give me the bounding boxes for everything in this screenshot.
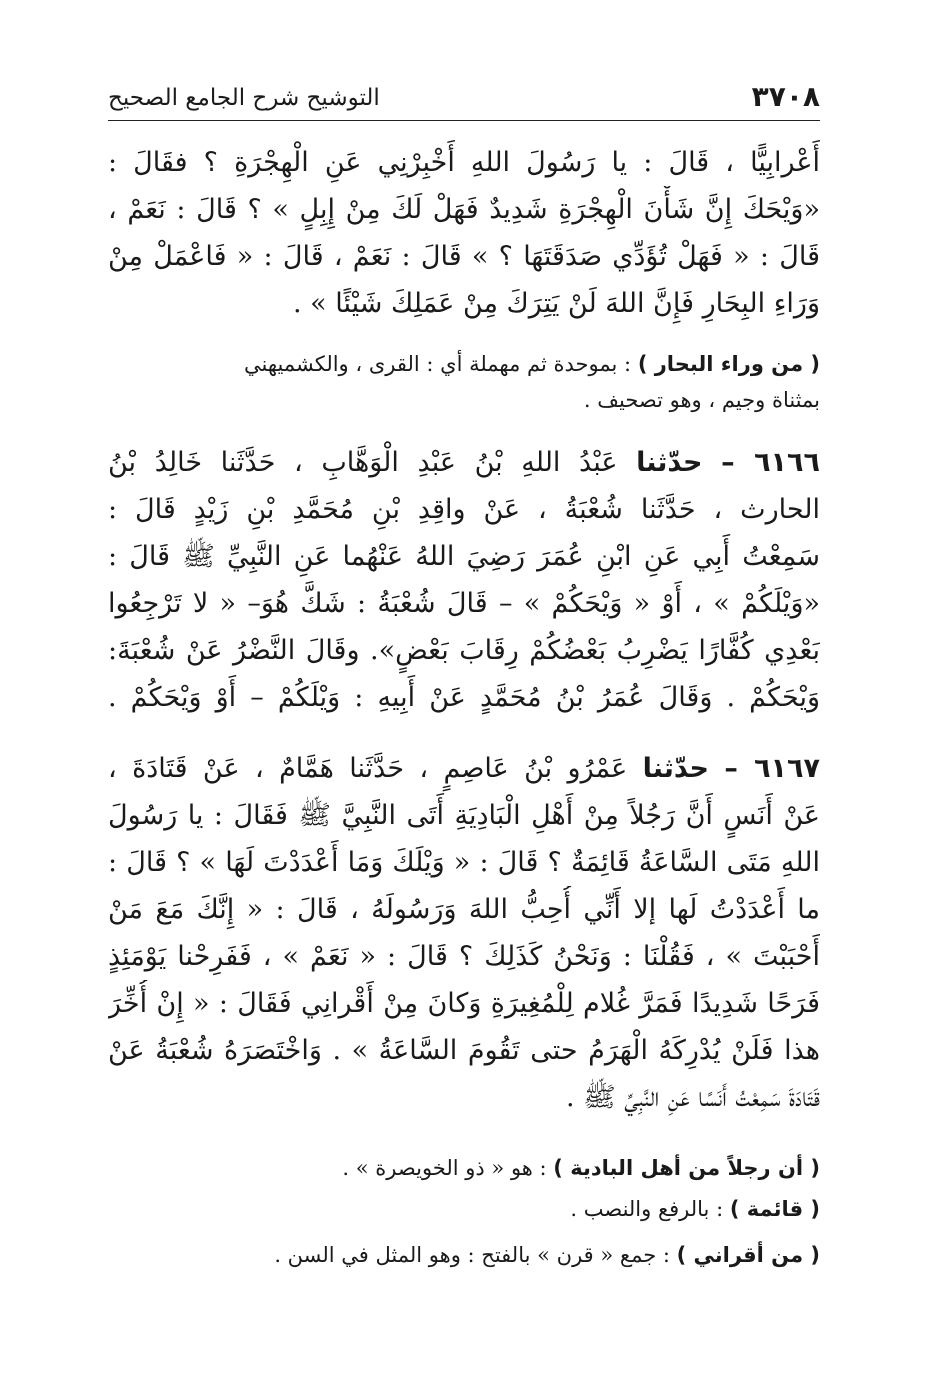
hadith-first-line	[108, 745, 820, 792]
note-text: : بموحدة ثم مهملة أي : القرى ، والكشميهني	[244, 352, 638, 376]
text-line: فَرَحًا شَدِيدًا فَمَرَّ غُلام لِلْمُغِيرَةِ وَكانَ مِنْ أَقْرانِي فَقَالَ : « إِنْ أُخِّرَ	[108, 988, 820, 1019]
text-line: عَنْ أَنَسٍ أَنَّ رَجُلاً مِنْ أَهْلِ الْبَادِيَةِ أَتَى النَّبِيَّ ﷺ فَقَالَ : يا رَسُولَ	[108, 800, 820, 831]
text-line: ما أَعْدَدْتُ لَها إلا أَنِّي أُحِبُّ اللهَ وَرَسُولَهُ ، قَالَ : « إِنَّكَ مَعَ مَنْ	[108, 894, 820, 925]
text-line: «وَيْلَكُمْ » ، أَوْ « وَيْحَكُمْ » – قَالَ شُعْبَةُ : شَكَّ هُوَ– « لا تَرْجِعُوا	[108, 588, 820, 619]
note-line	[108, 1150, 820, 1186]
hadith-number: ٦١٦٧ –	[724, 753, 820, 784]
hadith-opener: حدّثنا	[642, 753, 709, 784]
text-line: هذا فَلَنْ يُدْرِكَهُ الْهَرَمُ حتى تَقُومَ السَّاعَةُ » . وَاخْتَصَرَهُ شُعْبَةُ عَنْ	[108, 1035, 820, 1066]
running-title: التوشيح شرح الجامع الصحيح	[108, 85, 380, 111]
note-text: : بالرفع والنصب .	[570, 1197, 730, 1221]
hadith-number: ٦١٦٦ –	[721, 447, 820, 478]
note-text: : هو « ذو الخويصرة » .	[342, 1156, 554, 1180]
hadith-6166	[108, 439, 820, 721]
note-text: : جمع « قرن » بالفتح : وهو المثل في السن .	[274, 1243, 677, 1267]
hadith-text: عَمْرُو بْنُ عَاصِمٍ ، حَدَّثَنا هَمَّامٌ ، عَنْ قَتَادَةَ ،	[108, 753, 643, 784]
hadith-continuation	[108, 139, 820, 327]
hadith-opener: حدّثنا	[636, 447, 703, 478]
commentary-notes	[108, 1150, 820, 1278]
note-line: بمثناة وجيم ، وهو تصحيف .	[583, 388, 820, 412]
text-line: قَتَادَةَ سَمِعْتُ أَنَسًا عَنِ النَّبِيِّ ﷺ .	[565, 1082, 820, 1113]
note-line	[108, 1186, 820, 1232]
commentary-note	[108, 346, 820, 418]
page-number: ٣٧٠٨	[751, 80, 820, 113]
text-line: الحارث ، حَدَّثَنا شُعْبَةُ ، عَنْ واقِدِ بْنِ مُحَمَّدِ بْنِ زَيْدٍ قَالَ :	[108, 494, 820, 525]
note-line	[108, 346, 820, 382]
text-line: بَعْدِي كُفَّارًا يَضْرِبُ بَعْضُكُمْ رِقَابَ بَعْضٍ». وقَالَ النَّضْرُ عَنْ شُعْبَةَ:	[108, 635, 820, 666]
text-line: وَيْحَكُمْ . وَقَالَ عُمَرُ بْنُ مُحَمَّدٍ عَنْ أَبِيهِ : وَيْلَكُمْ – أَوْ وَيْحَكُمْ .	[108, 682, 820, 713]
note-line	[108, 1232, 820, 1278]
text-line: اللهِ مَتَى السَّاعَةُ قَائِمَةٌ ؟ قَالَ : « وَيْلَكَ وَمَا أَعْدَدْتَ لَهَا » ؟ قَالَ :	[108, 847, 820, 878]
hadith-6167	[108, 745, 820, 1121]
hadith-first-line	[108, 439, 820, 486]
text-line: أَحْبَبْتَ » ، فَقُلْنَا : وَنَحْنُ كَذَلِكَ ؟ قَالَ : « نَعَمْ » ، فَفَرِحْنا يَوْمَئِذٍ	[108, 941, 820, 972]
text-line: «وَيْحَكَ إِنَّ شَأْنَ الْهِجْرَةِ شَدِيدٌ فَهَلْ لَكَ مِنْ إِبِلٍ » ؟ قَالَ : نَعَمْ ،	[108, 194, 820, 225]
page-header	[108, 80, 820, 121]
note-term: ( قائمة )	[729, 1197, 820, 1221]
text-line: أَعْرابِيًّا ، قَالَ : يا رَسُولَ اللهِ أَخْبِرْنِي عَنِ الْهِجْرَةِ ؟ فقَالَ :	[108, 147, 820, 178]
hadith-text: عَبْدُ اللهِ بْنُ عَبْدِ الْوَهَّابِ ، حَدَّثَنا خَالِدُ بْنُ	[108, 447, 637, 478]
note-term: ( من وراء البحار )	[637, 352, 820, 376]
text-line: قَالَ : « فَهَلْ تُؤَدِّي صَدَقَتَهَا ؟ » قَالَ : نَعَمْ ، قَالَ : « فَاعْمَلْ مِنْ	[108, 241, 820, 272]
note-term: ( أن رجلاً من أهل البادية )	[553, 1156, 820, 1180]
text-line: وَرَاءِ البِحَارِ فَإِنَّ اللهَ لَنْ يَتِرَكَ مِنْ عَمَلِكَ شَيْئًا » .	[292, 288, 820, 319]
text-line: سَمِعْتُ أَبِي عَنِ ابْنِ عُمَرَ رَضِيَ اللهُ عَنْهُما عَنِ النَّبِيِّ ﷺ قَالَ :	[108, 541, 820, 572]
note-term: ( من أقراني )	[676, 1243, 820, 1267]
